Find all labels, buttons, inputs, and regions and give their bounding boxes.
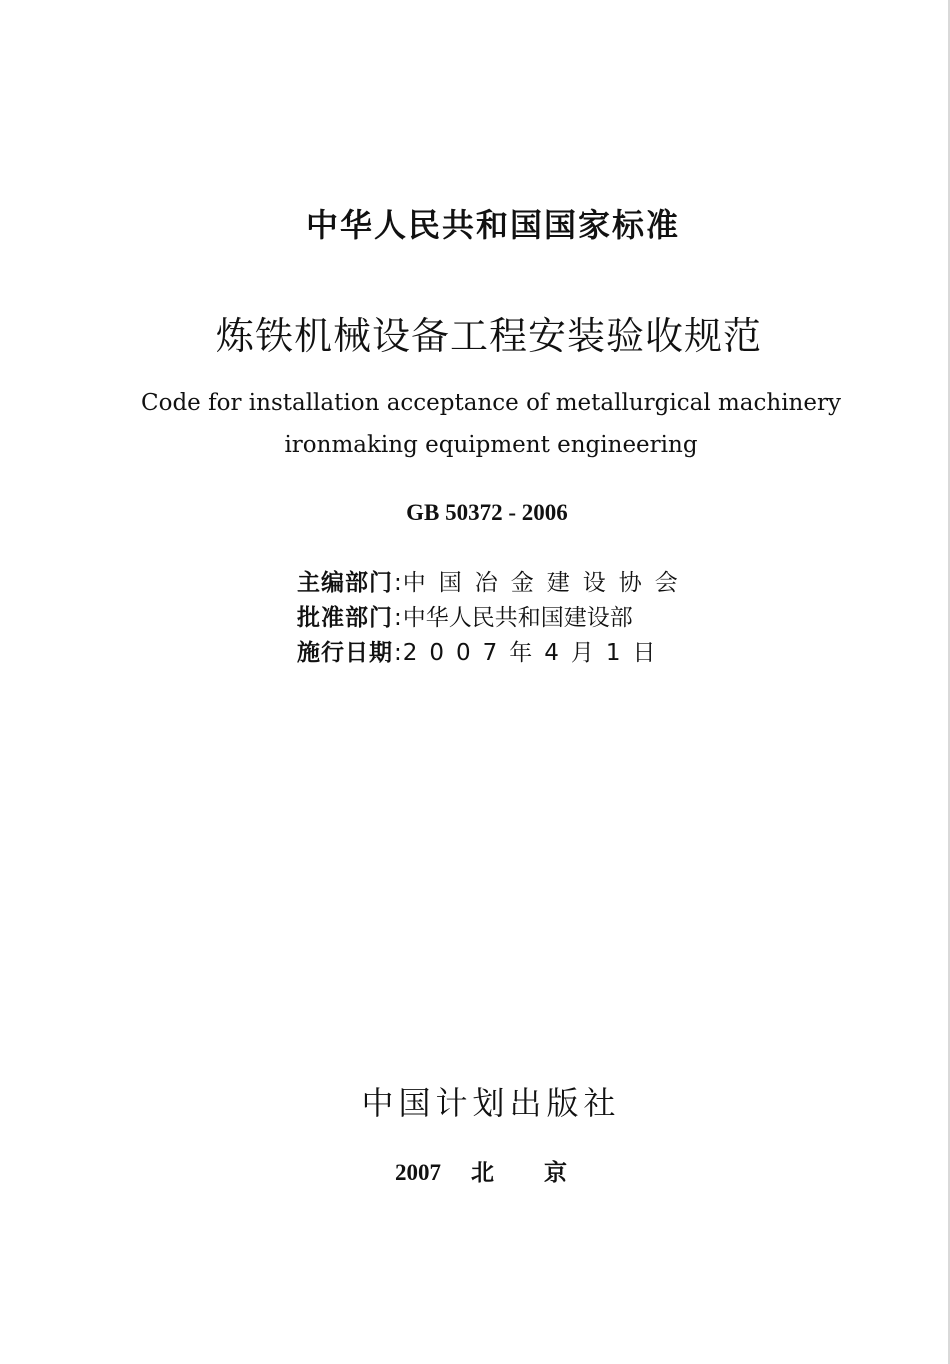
effective-date-label: 施行日期 bbox=[297, 640, 393, 666]
imprint-year: 2007 bbox=[395, 1160, 441, 1185]
standard-series-title: 中华人民共和国国家标准 bbox=[305, 206, 680, 244]
imprint bbox=[395, 1154, 617, 1187]
editor-label: 主编部门 bbox=[297, 570, 393, 596]
approver-value: 中华人民共和国建设部 bbox=[402, 605, 633, 631]
english-title-line-2: ironmaking equipment engineering bbox=[284, 432, 698, 458]
editor-row bbox=[297, 566, 691, 601]
effective-date-row bbox=[297, 636, 691, 671]
chinese-title: 炼铁机械设备工程安装验收规范 bbox=[215, 314, 762, 358]
publisher-name: 中国计划出版社 bbox=[361, 1084, 621, 1122]
effective-date-separator: : bbox=[394, 640, 402, 666]
standard-code: GB 50372 - 2006 bbox=[406, 500, 568, 525]
effective-date-value: 2007年4月1日 bbox=[402, 640, 668, 666]
approver-separator: : bbox=[394, 605, 402, 631]
editor-separator: : bbox=[394, 570, 402, 596]
publication-info bbox=[297, 566, 691, 671]
approver-label: 批准部门 bbox=[297, 605, 393, 631]
english-title-line-1: Code for installation acceptance of metallurgical machinery bbox=[141, 390, 841, 416]
approver-row bbox=[297, 601, 691, 636]
editor-value: 中国冶金建设协会 bbox=[402, 570, 691, 596]
imprint-city: 北京 bbox=[471, 1160, 617, 1186]
